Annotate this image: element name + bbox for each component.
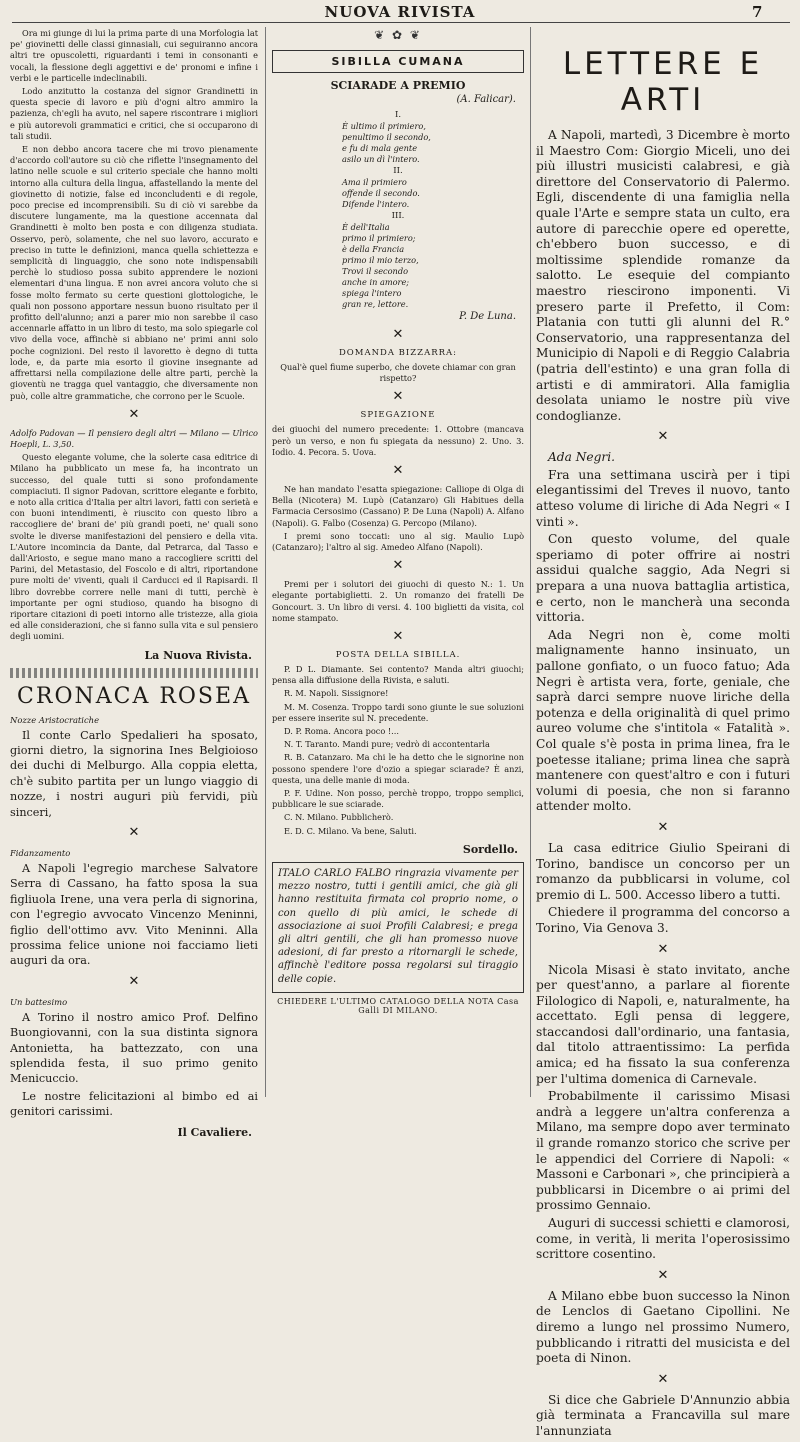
speirani-paragraph: La casa editrice Giulio Speirani di Torino, bandisce un concorso per un romanzo da pubblicarsi in volume, col premio di L. 500. Accesso libero a tutti.	[536, 840, 790, 902]
roman-numeral-1: I.	[394, 110, 402, 120]
sciarada-3	[342, 222, 524, 310]
separator-cross: ✕	[128, 406, 140, 422]
poem-line: primo il mio terzo,	[342, 255, 419, 265]
poem-line: gran re, lettore.	[342, 299, 409, 309]
sciarade-heading: SCIARADE A PREMIO	[330, 79, 466, 92]
miceli-paragraph: A Napoli, martedì, 3 Dicembre è morto il Maestro Com: Giorgio Miceli, uno dei più illustri musicisti calabresi, e già direttore del Conservatorio di Palermo. Egli, discendente di una famiglia nella quale l'Arte e sempre stata un culto, era autore di parecchie opere ed operette, ch'ebbero buon successo, e di moltissime splendide romanze da salotto. Le esequie del compianto maestro riescirono imponenti. Vi presero parte il Prefetto, il Com: Platania con tutti gli alunni del R.° Conservatorio, una rappresentanza del Municipio di Napoli e di Reggio Calabria (patria dell'estinto) e una gran folla di artisti e di ammiratori. Alla famiglia desolata uniamo le nostre più vive condoglianze.	[536, 128, 790, 423]
separator-cross: ✕	[128, 825, 140, 840]
lettere-arti-title: LETTERE E ARTI	[562, 46, 764, 118]
posta-item: D. P. Roma. Ancora poco !...	[284, 726, 399, 737]
battesimo-heading: Un battesimo	[10, 996, 68, 1007]
poem-line: penultimo il secondo,	[342, 132, 431, 142]
roman-numeral-2: II.	[393, 166, 403, 176]
poem-line: offende il secondo.	[342, 188, 420, 198]
sciarade-author: (A. Falicar).	[456, 94, 516, 105]
signature-sordello: Sordello.	[462, 842, 518, 856]
domanda-text: Qual'è quel fiume superbo, che dovete chiamar con gran rispetto?	[280, 362, 516, 384]
separator-cross: ✕	[392, 629, 404, 645]
poem-line: anche in amore;	[342, 277, 410, 287]
page-number: 7	[752, 3, 763, 21]
sciarada-1	[342, 121, 524, 165]
posta-item: P. D L. Diamante. Sei contento? Manda altri giuochi; pensa alla diffusione della Rivista, e saluti.	[272, 664, 524, 686]
padovan-review: Questo elegante volume, che la solerte casa editrice di Milano ha pubblicato un mese fa, ha incontrato un successo, del quale tutti si sono profondamente compiaciuti. Il signor Padovan, scrittore elegante e forbito, e noto alla critica d'Italia per altri lavori, fatti con serietà e con buoni intendimenti, è riuscito con questo libro a raccogliere de' brani de' più grandi poeti, ne' quali sono svolte le diverse manifestazioni del pensiero e della vita. L'Autore incomincia da Dante, dal Petrarca, dal Tasso e dall'Ariosto, e segue mano mano a raccogliere scritti del Parini, del Metastasio, del Foscolo e di altri, riportandone pure molti de' viventi, quali il Carducci ed il Rapisardi. Il libro dovrebbe correre nelle mani di tutti, perchè è importante per ogni studioso, quando ha bisogno di riportare citazioni di poeti intorno alle tristezze, alla gioia ed alle considerazioni, che si fanno sulla vita e sul pensiero degli uomini.	[10, 452, 258, 642]
posta-item: P. F. Udine. Non posso, perchè troppo, troppo semplici, pubblicare le sue sciarade.	[272, 788, 524, 810]
posta-item: E. D. C. Milano. Va bene, Saluti.	[284, 825, 417, 836]
separator-cross: ✕	[128, 973, 140, 989]
column-left	[10, 28, 258, 1143]
separator-cross: ✕	[392, 389, 404, 405]
posta-item: M. M. Cosenza. Troppo tardi sono giunte le sue soluzioni per essere inserite sul N. precedente.	[272, 701, 524, 723]
separator-cross: ✕	[657, 1371, 669, 1387]
posta-item: R. B. Catanzaro. Ma chi le ha detto che le signorine non possono spendere l'ore d'ozio a spiegar sciarade? È anzi, questa, una delle manie di moda.	[272, 752, 524, 785]
sciarada-2	[342, 177, 524, 210]
masthead-title: NUOVA RIVISTA	[324, 3, 476, 21]
spiegazione-text: dei giuochi del numero precedente: 1. Ottobre (mancava però un verso, e non fu spiegata da nessuno) 2. Uno. 3. Iodio. 4. Pecora. 5. Uova.	[272, 424, 524, 457]
roman-numeral-3: III.	[391, 211, 405, 221]
column-rule-1	[265, 27, 266, 1097]
column-middle	[272, 28, 524, 1015]
fidanzamento-heading: Fidanzamento	[10, 848, 71, 858]
poem-line: Trovi il secondo	[342, 266, 408, 276]
separator-cross: ✕	[392, 463, 404, 479]
ada-negri-paragraph-1: Fra una settimana uscirà per i tipi elegantissimi del Treves il nuovo, tanto atteso volume di liriche di Ada Negri « I vinti ».	[536, 467, 790, 529]
separator-cross: ✕	[657, 941, 669, 957]
header-rule	[12, 22, 790, 23]
grandinetti-paragraph: Lodo anzitutto la costanza del signor Grandinetti in questa specie di lavoro e più d'ogni altro ammiro la pazienza, ch'egli ha avuto, nel sapere riscontrare i migliori e più autorevoli grammatici e critici, che si occuparono di tali studii.	[10, 86, 258, 141]
ornament-birds: ❦ ✿ ❦	[374, 28, 422, 42]
poem-line: È ultimo il primiero,	[342, 121, 426, 131]
fidanzamento-paragraph: A Napoli l'egregio marchese Salvatore Serra di Cassano, ha fatto sposa la sua figliuola Irene, una vera perla di signorina, con l'egregio avvocato Vincenzo Meninni, figlio dell'ottimo avv. Vito Meninni. Alla prossima felice unione noi facciamo lieti auguri da ora.	[10, 862, 258, 968]
separator-cross: ✕	[657, 1267, 669, 1283]
posta-item: R. M. Napoli. Sissignore!	[284, 688, 389, 699]
domanda-heading: DOMANDA BIZZARRA:	[338, 348, 458, 358]
poem-line: è della Francia	[342, 244, 405, 254]
posta-heading: POSTA DELLA SIBILLA.	[335, 650, 461, 661]
premi-futuri-text: Premi per i solutori dei giuochi di questo N.: 1. Un elegante portabiglietti. 2. Un romanzo dei fratelli De Goncourt. 3. Un libro di versi. 4. 100 biglietti da visita, col nome stampato.	[272, 579, 524, 623]
ninon-paragraph: A Milano ebbe buon successo la Ninon de Lenclos di Gaetano Cipollini. Ne diremo a lungo nel prossimo Numero, pubblicando i ritratti del musicista e del poeta di Ninon.	[536, 1288, 790, 1366]
solutori-text: Ne han mandato l'esatta spiegazione: Calliope di Olga di Bella (Nicotera) M. Lupò (Catanzaro) Gli Habitues della Farmacia Cersosimo (Cassano) P. De Luna (Napoli) A. Alfano (Napoli). G. Falbo (Cosenza) G. Percopo (Milano).	[272, 484, 524, 528]
concorso-paragraph: Chiedere il programma del concorso a Torino, Via Genova 3.	[536, 905, 790, 935]
cronaca-rosea-title: CRONACA ROSEA	[17, 683, 251, 709]
column-right	[536, 28, 790, 1442]
falbo-notice-box	[272, 862, 524, 993]
poem-line: Difende l'intero.	[342, 199, 410, 209]
de-luna-author: P. De Luna.	[459, 311, 516, 322]
poem-line: primo il primiero;	[342, 233, 416, 243]
ada-negri-paragraph-2: Con questo volume, del quale speriamo di poter offrire ai nostri assidui qualche saggio, Ada Negri si prepara a una nuova battaglia artistica, e certo, non le mancherà una seconda vittoria.	[536, 532, 790, 625]
misasi-paragraph-1: Nicola Misasi è stato invitato, anche per quest'anno, a parlare al fiorente Filologico di Napoli, e, naturalmente, ha accettato. Egli pensa di leggere, staccandosi dall'ordinario, una fantasia, dal titolo attraentissimo: La perfida amica; ed ha fissato la sua conferenza per l'ultima domenica di Carnevale.	[536, 962, 790, 1086]
posta-item: N. T. Taranto. Mandi pure; vedrò di accontentarla	[284, 739, 490, 750]
dannunzio-paragraph: Si dice che Gabriele D'Annunzio abbia già terminata a Francavilla sul mare l'annunziata	[536, 1392, 790, 1438]
signature-nuova-rivista: La Nuova Rivista.	[144, 648, 252, 662]
poem-line: Ama il primiero	[342, 177, 407, 187]
misasi-paragraph-2: Probabilmente il carissimo Misasi andrà a leggere un'altra conferenza a Milano, ma sempre dopo aver terminato il grande romanzo storico che scrive per le appendici del Corriere di Napoli: « Massoni e Carbonari », che principierà a pubblicarsi in Dicembre o ai primi del prossimo Gennaio.	[536, 1089, 790, 1213]
padovan-citation: Adolfo Padovan — Il pensiero degli altri — Milano — Ulrico Hoepli, L. 3,50.	[10, 427, 258, 449]
separator-cross: ✕	[657, 429, 669, 445]
spiegazione-heading: SPIEGAZIONE	[360, 410, 436, 421]
catalogo-notice: CHIEDERE L'ULTIMO CATALOGO DELLA NOTA Casa Galli DI MILANO.	[277, 996, 519, 1015]
separator-cross: ✕	[657, 819, 669, 835]
separator-cross: ✕	[392, 327, 404, 342]
separator-cross: ✕	[392, 558, 404, 574]
ornamental-band	[10, 668, 258, 678]
nozze-heading: Nozze Aristocratiche	[10, 714, 100, 725]
ada-negri-heading: Ada Negri.	[548, 450, 616, 465]
poem-line: asilo un dì l'intero.	[342, 154, 420, 164]
column-rule-2	[530, 27, 531, 1097]
poem-line: e fu di mala gente	[342, 143, 418, 153]
poem-line: spiega l'intero	[342, 288, 402, 298]
ada-negri-paragraph-3: Ada Negri non è, come molti malignamente hanno insinuato, un pallone gonfiato, o un fuoco fatuo; Ada Negri è artista vera, forte, geniale, che saprà darci sempre nuove liriche della potenza e della originalità di quel primo aureo volume che s'intitola « Fatalità ». Col quale s'è posta in prima linea, fra le poetesse italiane; prima linea che saprà mantenere con quest'altro e con i futuri volumi di poesia, che non si faranno attender molto.	[536, 627, 790, 814]
poem-line: È dell'Italia	[342, 222, 390, 232]
battesimo-paragraph: A Torino il nostro amico Prof. Delfino Buongiovanni, con la sua distinta signora Antonietta, ha battezzato, con una splendida festa, il suo primo genito Menicuccio.	[10, 1010, 258, 1086]
battesimo-paragraph-2: Le nostre felicitazioni al bimbo ed ai genitori carissimi.	[10, 1089, 258, 1119]
signature-cavaliere: Il Cavaliere.	[177, 1125, 252, 1139]
falbo-notice: ITALO CARLO FALBO ringrazia vivamente per mezzo nostro, tutti i gentili amici, che già gli hanno restituita firmata col proprio nome, o con quello di più amici, le schede di associazione ai suoi Profili Calabresi; e prega gli altri gentili, che gli han promesso nuove adesioni, di far presto a ritornargli le schede, affinchè l'editore possa regolarsi sul tiraggio delle copie.	[278, 867, 518, 985]
nozze-paragraph: Il conte Carlo Spedalieri ha sposato, giorni dietro, la signorina Ines Belgioioso dei duchi di Melburgo. Alla coppia eletta, ch'è subito partita per un lungo viaggio di nozze, i nostri auguri più fervidi, più sinceri,	[10, 728, 258, 819]
premi-text: I premi sono toccati: uno al sig. Maulio Lupò (Catanzaro); l'altro al sig. Amedeo Alfano (Napoli).	[272, 530, 524, 553]
misasi-paragraph-3: Auguri di successi schietti e clamorosi, come, in verità, li merita l'operosissimo scrittore cosentino.	[536, 1216, 790, 1262]
morfologia-paragraph: Ora mi giunge di lui la prima parte di una Morfologia lat pe' giovinetti delle classi ginnasiali, cui seguiranno ancora altri tre opuscoletti, riguardanti i temi in consonanti e vocali, la flessione degli aggettivi e de' pronomi e infine i verbi e le particelle indeclinabili.	[10, 28, 258, 83]
posta-item: C. N. Milano. Pubblicherò.	[284, 812, 394, 823]
latino-paragraph: E non debbo ancora tacere che mi trovo pienamente d'accordo coll'autore su ciò che riflette l'insegnamento del latino nelle scuole e sul criterio speciale che hanno molti intorno alla cultura della lingua, affastellando la mente del giovinetto di notizie, false ed inconcludenti e di regole, poco precise ed incomprensibili. Su di ciò vi sarebbe da discutere lungamente, ma la questione accennata dal Grandinetti è molto ben posta e con diligenza studiata. Osservo, però, solamente, che nel suo lavoro, accurato e preciso in tutte le definizioni, manca quella schiettezza e semplicità di linguaggio, che sono note indispensabili perchè lo studioso possa subito apprendere le nozioni elementari d'una lingua. E non avrei ancora voluto che si fosse molto fermato su certe questioni glottologiche, le quali non possono apportare nessun buono risultato per il profitto dell'alunno; anzi a parer mio non sarebbe il caso accennarle affatto in un libro di testo, ma solo spiegarle col vivo della voce, affinchè si abbiano ne' primi anni solo poche cognizioni. Del resto il lavoretto è degno di tutta lode, e, da parte mia esorto il giovine insegnante ad affrettarsi nella compilazione delle altre parti, perchè la gioventù ne tragga quel vantaggio, che diversamente non può, colle altre grammatiche, che corrono per le Scuole.	[10, 144, 258, 401]
sibilla-cumana-title: SIBILLA CUMANA	[272, 50, 524, 73]
